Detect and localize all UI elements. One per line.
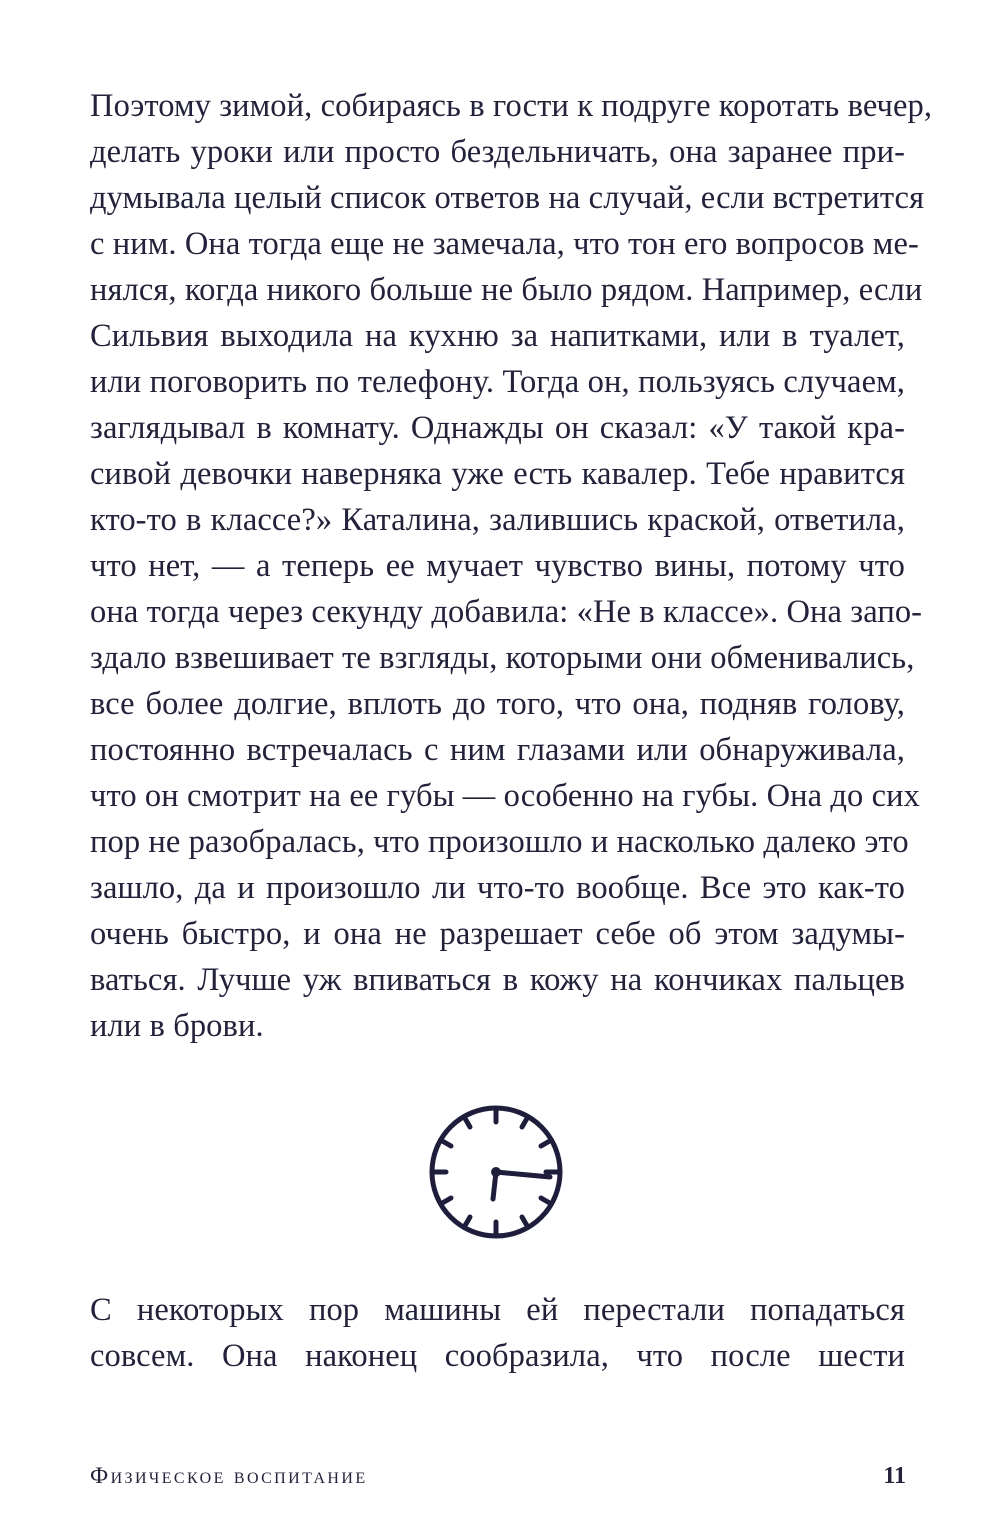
text-line: делать уроки или просто бездельничать, она заранее при-: [90, 134, 905, 170]
running-title: Физическое воспитание: [90, 1463, 368, 1488]
text-line: думывала целый список ответов на случай, если встретится: [90, 180, 925, 216]
clock-icon: [426, 1102, 566, 1242]
text-line: сивой девочки наверняка уже есть кавалер. Тебе нравится: [90, 456, 905, 492]
text-line: очень быстро, и она не разрешает себе об этом задумы-: [90, 916, 905, 952]
text-line: или в брови.: [90, 1008, 264, 1044]
text-line: зашло, да и произошло ли что-то вообще. Все это как-то: [90, 870, 905, 906]
text-line: пор не разобралась, что произошло и насколько далеко это: [90, 824, 909, 860]
text-line: все более долгие, вплоть до того, что она, подняв голову,: [90, 686, 905, 722]
text-line: нялся, когда никого больше не было рядом. Например, если: [90, 272, 923, 308]
text-line: С некоторых пор машины ей перестали попадаться: [90, 1292, 905, 1328]
text-line: или поговорить по телефону. Тогда он, пользуясь случаем,: [90, 364, 905, 400]
text-line: что он смотрит на ее губы — особенно на губы. Она до сих: [90, 778, 920, 814]
text-line: заглядывал в комнату. Однажды он сказал: «У такой кра-: [90, 410, 905, 446]
page-number: 11: [883, 1463, 906, 1489]
text-line: что нет, — а теперь ее мучает чувство вины, потому что: [90, 548, 905, 584]
text-line: совсем. Она наконец сообразила, что после шести: [90, 1338, 905, 1374]
text-line: с ним. Она тогда еще не замечала, что тон его вопросов ме-: [90, 226, 919, 262]
text-line: кто-то в классе?» Каталина, залившись краской, ответила,: [90, 502, 905, 538]
text-line: ваться. Лучше уж впиваться в кожу на кончиках пальцев: [90, 962, 905, 998]
text-line: Поэтому зимой, собираясь в гости к подруге коротать вечер,: [90, 88, 933, 124]
text-line: она тогда через секунду добавила: «Не в классе». Она запо-: [90, 594, 923, 630]
text-line: постоянно встречалась с ним глазами или обнаруживала,: [90, 732, 905, 768]
text-line: здало взвешивает те взгляды, которыми они обменивались,: [90, 640, 915, 676]
text-line: Сильвия выходила на кухню за напитками, или в туалет,: [90, 318, 905, 354]
